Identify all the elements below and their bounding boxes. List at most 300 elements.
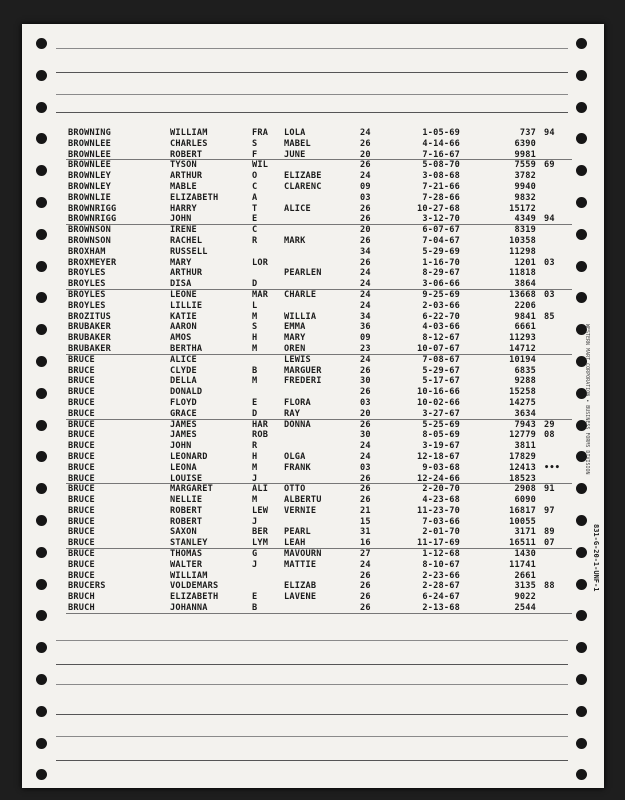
number-cell: 3782: [514, 171, 536, 182]
surname-cell: BROWNLEE: [68, 149, 111, 160]
code-cell: 24: [360, 268, 371, 279]
date-cell: 4-14-66: [422, 138, 460, 149]
middle-name-cell: M: [252, 376, 258, 387]
extra-code-cell: •••: [544, 462, 561, 473]
code-cell: 24: [360, 279, 371, 290]
number-cell: 4349: [514, 214, 536, 225]
surname-cell: BRUCE: [68, 419, 95, 430]
date-cell: 3-12-70: [422, 214, 460, 225]
feed-hole: [576, 70, 587, 81]
first-name-cell: LEONA: [170, 462, 197, 473]
first-name-cell: LOUISE: [170, 473, 203, 484]
first-name-cell: WILLIAM: [170, 128, 208, 138]
middle-name-cell: J: [252, 559, 258, 570]
code-cell: 30: [360, 430, 371, 441]
surname-cell: BROWNLEY: [68, 181, 111, 192]
spouse-name-cell: CHARLE: [284, 289, 317, 300]
table-row: [66, 344, 566, 355]
number-cell: 18523: [509, 473, 536, 484]
feed-hole: [36, 769, 47, 780]
first-name-cell: DISA: [170, 279, 192, 290]
surname-cell: BRUCE: [68, 397, 95, 408]
feed-hole: [36, 388, 47, 399]
first-name-cell: LILLIE: [170, 300, 203, 311]
table-row: [66, 376, 566, 387]
date-cell: 7-04-67: [422, 235, 460, 246]
code-cell: 09: [360, 181, 371, 192]
table-row: [66, 139, 566, 150]
date-cell: 1-05-69: [422, 128, 460, 138]
spouse-name-cell: OLGA: [284, 451, 306, 462]
first-name-cell: LEONARD: [170, 451, 208, 462]
number-cell: 9022: [514, 592, 536, 603]
feed-hole: [36, 324, 47, 335]
number-cell: 6835: [514, 365, 536, 376]
extra-code-cell: 94: [544, 214, 555, 225]
table-row: [66, 581, 566, 592]
table-row: [66, 484, 566, 495]
code-cell: 09: [360, 333, 371, 344]
table-row: [66, 225, 566, 236]
ruled-line: [56, 94, 568, 95]
code-cell: 26: [360, 235, 371, 246]
surname-cell: BRUCE: [68, 473, 95, 484]
date-cell: 6-07-67: [422, 225, 460, 236]
feed-hole: [36, 610, 47, 621]
feed-hole: [36, 229, 47, 240]
code-cell: 34: [360, 311, 371, 322]
surname-cell: BRUCE: [68, 376, 95, 387]
first-name-cell: GRACE: [170, 408, 197, 419]
number-cell: 9832: [514, 192, 536, 203]
middle-name-cell: C: [252, 181, 258, 192]
surname-cell: BROWNSON: [68, 225, 111, 236]
code-cell: 36: [360, 322, 371, 333]
first-name-cell: JOHN: [170, 214, 192, 225]
code-cell: 27: [360, 549, 371, 560]
table-row: [66, 506, 566, 517]
first-name-cell: DONALD: [170, 387, 203, 398]
middle-name-cell: LOR: [252, 257, 269, 268]
middle-name-cell: G: [252, 549, 258, 560]
surname-cell: BROYLES: [68, 289, 106, 300]
extra-code-cell: 94: [544, 128, 555, 138]
ruled-line: [56, 664, 568, 665]
first-name-cell: IRENE: [170, 225, 197, 236]
code-cell: 24: [360, 451, 371, 462]
date-cell: 7-03-66: [422, 516, 460, 527]
number-cell: 17829: [509, 451, 536, 462]
date-cell: 12-18-67: [417, 451, 460, 462]
table-row: [66, 171, 566, 182]
table-row: [66, 268, 566, 279]
feed-hole: [36, 356, 47, 367]
number-cell: 7943: [514, 419, 536, 430]
first-name-cell: RACHEL: [170, 235, 203, 246]
ruled-line: [56, 112, 568, 113]
date-cell: 4-03-66: [422, 322, 460, 333]
table-row: [66, 603, 566, 614]
extra-code-cell: 07: [544, 538, 555, 549]
code-cell: 26: [360, 419, 371, 430]
code-cell: 26: [360, 581, 371, 592]
date-cell: 7-08-67: [422, 354, 460, 365]
number-cell: 15258: [509, 387, 536, 398]
surname-cell: BROYLES: [68, 268, 106, 279]
date-cell: 3-27-67: [422, 408, 460, 419]
first-name-cell: BERTHA: [170, 343, 203, 354]
table-row: [66, 592, 566, 603]
feed-hole: [576, 642, 587, 653]
date-cell: 5-29-67: [422, 365, 460, 376]
spouse-name-cell: MARGUER: [284, 365, 322, 376]
table-row: [66, 290, 566, 301]
number-cell: 9981: [514, 149, 536, 160]
table-row: [66, 409, 566, 420]
table-row: [66, 279, 566, 290]
extra-code-cell: 89: [544, 527, 555, 538]
table-row: [66, 214, 566, 225]
extra-code-cell: 91: [544, 484, 555, 495]
feed-hole: [36, 579, 47, 590]
feed-hole: [36, 292, 47, 303]
table-row: [66, 150, 566, 161]
date-cell: 2-20-70: [422, 484, 460, 495]
first-name-cell: WALTER: [170, 559, 203, 570]
middle-name-cell: D: [252, 408, 258, 419]
date-cell: 8-29-67: [422, 268, 460, 279]
number-cell: 16817: [509, 505, 536, 516]
spouse-name-cell: FLORA: [284, 397, 311, 408]
feed-hole: [576, 483, 587, 494]
feed-hole: [36, 738, 47, 749]
code-cell: 24: [360, 171, 371, 182]
table-row: [66, 441, 566, 452]
number-cell: 2544: [514, 603, 536, 614]
table-row: [66, 430, 566, 441]
middle-name-cell: LEW: [252, 505, 269, 516]
feed-hole: [576, 547, 587, 558]
code-cell: 03: [360, 192, 371, 203]
code-cell: 24: [360, 289, 371, 300]
first-name-cell: MARY: [170, 257, 192, 268]
date-cell: 11-23-70: [417, 505, 460, 516]
date-cell: 5-17-67: [422, 376, 460, 387]
extra-code-cell: 69: [544, 160, 555, 171]
extra-code-cell: 85: [544, 311, 555, 322]
number-cell: 13668: [509, 289, 536, 300]
surname-cell: BROXMEYER: [68, 257, 117, 268]
code-cell: 20: [360, 149, 371, 160]
table-row: [66, 182, 566, 193]
first-name-cell: ROBERT: [170, 505, 203, 516]
date-cell: 2-03-66: [422, 300, 460, 311]
surname-cell: BRUCE: [68, 462, 95, 473]
spouse-name-cell: LEAH: [284, 538, 306, 549]
spouse-name-cell: VERNIE: [284, 505, 317, 516]
first-name-cell: CHARLES: [170, 138, 208, 149]
number-cell: 2206: [514, 300, 536, 311]
middle-name-cell: O: [252, 171, 258, 182]
middle-name-cell: D: [252, 279, 258, 290]
table-row: [66, 333, 566, 344]
first-name-cell: ALICE: [170, 354, 197, 365]
table-row: [66, 204, 566, 215]
extra-code-cell: 97: [544, 505, 555, 516]
extra-code-cell: 88: [544, 581, 555, 592]
spouse-name-cell: MATTIE: [284, 559, 317, 570]
table-row: [66, 495, 566, 506]
extra-code-cell: 29: [544, 419, 555, 430]
code-cell: 26: [360, 138, 371, 149]
first-name-cell: STANLEY: [170, 538, 208, 549]
code-cell: 24: [360, 128, 371, 138]
date-cell: 2-23-66: [422, 570, 460, 581]
form-code: 831-G-20-1-UNF-1: [592, 524, 600, 592]
code-cell: 26: [360, 387, 371, 398]
date-cell: 6-22-70: [422, 311, 460, 322]
surname-cell: BROWNLEE: [68, 138, 111, 149]
number-cell: 12413: [509, 462, 536, 473]
printer-imprint: WESTERN MART CORPORATION • BUSINESS FORMS DIVISION: [584, 324, 590, 475]
number-cell: 737: [519, 128, 536, 138]
middle-name-cell: C: [252, 225, 258, 236]
number-cell: 11741: [509, 559, 536, 570]
first-name-cell: VOLDEMARS: [170, 581, 219, 592]
number-cell: 6661: [514, 322, 536, 333]
number-cell: 15172: [509, 203, 536, 214]
surname-cell: BRUCE: [68, 527, 95, 538]
table-row: [66, 463, 566, 474]
ruled-line: [56, 640, 568, 641]
first-name-cell: KATIE: [170, 311, 197, 322]
feed-hole: [36, 70, 47, 81]
ruled-line: [56, 72, 568, 73]
ruled-line: [56, 684, 568, 685]
surname-cell: BRUCE: [68, 354, 95, 365]
date-cell: 10-16-66: [417, 387, 460, 398]
first-name-cell: RUSSELL: [170, 246, 208, 257]
date-cell: 5-08-70: [422, 160, 460, 171]
number-cell: 6090: [514, 495, 536, 506]
table-row: [66, 301, 566, 312]
feed-hole: [576, 165, 587, 176]
extra-code-cell: 08: [544, 430, 555, 441]
feed-hole: [576, 229, 587, 240]
spouse-name-cell: RAY: [284, 408, 301, 419]
code-cell: 26: [360, 495, 371, 506]
code-cell: 26: [360, 203, 371, 214]
surname-cell: BRUCE: [68, 549, 95, 560]
number-cell: 3634: [514, 408, 536, 419]
number-cell: 6390: [514, 138, 536, 149]
first-name-cell: JOHN: [170, 441, 192, 452]
middle-name-cell: M: [252, 462, 258, 473]
spouse-name-cell: MARY: [284, 333, 306, 344]
middle-name-cell: B: [252, 365, 258, 376]
number-cell: 3811: [514, 441, 536, 452]
number-cell: 1430: [514, 549, 536, 560]
feed-hole: [576, 133, 587, 144]
table-row: [66, 236, 566, 247]
table-row: [66, 387, 566, 398]
middle-name-cell: M: [252, 343, 258, 354]
feed-hole: [36, 642, 47, 653]
first-name-cell: CLYDE: [170, 365, 197, 376]
table-row: [66, 312, 566, 323]
feed-hole: [36, 674, 47, 685]
date-cell: 7-28-66: [422, 192, 460, 203]
spouse-name-cell: PEARL: [284, 527, 311, 538]
code-cell: 26: [360, 570, 371, 581]
surname-cell: BRUCE: [68, 495, 95, 506]
feed-hole: [36, 133, 47, 144]
middle-name-cell: T: [252, 203, 258, 214]
date-cell: 8-12-67: [422, 333, 460, 344]
surname-cell: BROWNRIGG: [68, 214, 117, 225]
surname-cell: BRUCE: [68, 430, 95, 441]
record-list: [66, 128, 566, 614]
first-name-cell: NELLIE: [170, 495, 203, 506]
first-name-cell: SAXON: [170, 527, 197, 538]
number-cell: 9940: [514, 181, 536, 192]
feed-hole: [576, 674, 587, 685]
number-cell: 11293: [509, 333, 536, 344]
spouse-name-cell: EMMA: [284, 322, 306, 333]
surname-cell: BRUBAKER: [68, 343, 111, 354]
middle-name-cell: R: [252, 235, 258, 246]
table-row: [66, 474, 566, 485]
table-row: [66, 538, 566, 549]
feed-hole: [576, 610, 587, 621]
feed-hole: [36, 102, 47, 113]
middle-name-cell: S: [252, 138, 258, 149]
surname-cell: BRUBAKER: [68, 333, 111, 344]
spouse-name-cell: WILLIA: [284, 311, 317, 322]
table-row: [66, 160, 566, 171]
surname-cell: BRUCE: [68, 387, 95, 398]
table-row: [66, 420, 566, 431]
feed-hole: [36, 261, 47, 272]
table-row: [66, 322, 566, 333]
middle-name-cell: ALI: [252, 484, 269, 495]
date-cell: 11-17-69: [417, 538, 460, 549]
surname-cell: BRUCH: [68, 592, 95, 603]
surname-cell: BROZITUS: [68, 311, 111, 322]
surname-cell: BRUCE: [68, 451, 95, 462]
code-cell: 24: [360, 354, 371, 365]
table-row: [66, 128, 566, 139]
ruled-line: [56, 760, 568, 761]
feed-hole: [576, 738, 587, 749]
surname-cell: BRUCE: [68, 570, 95, 581]
code-cell: 30: [360, 376, 371, 387]
code-cell: 26: [360, 257, 371, 268]
table-row: [66, 366, 566, 377]
code-cell: 31: [360, 527, 371, 538]
middle-name-cell: H: [252, 333, 258, 344]
ruled-line: [56, 736, 568, 737]
number-cell: 3171: [514, 527, 536, 538]
table-row: [66, 549, 566, 560]
number-cell: 8319: [514, 225, 536, 236]
date-cell: 8-05-69: [422, 430, 460, 441]
number-cell: 1201: [514, 257, 536, 268]
middle-name-cell: HAR: [252, 419, 269, 430]
feed-hole: [576, 197, 587, 208]
number-cell: 14275: [509, 397, 536, 408]
feed-hole: [576, 102, 587, 113]
first-name-cell: JAMES: [170, 430, 197, 441]
date-cell: 3-19-67: [422, 441, 460, 452]
surname-cell: BROWNLEY: [68, 171, 111, 182]
number-cell: 16511: [509, 538, 536, 549]
spouse-name-cell: FREDERI: [284, 376, 322, 387]
number-cell: 10055: [509, 516, 536, 527]
number-cell: 10194: [509, 354, 536, 365]
surname-cell: BRUCERS: [68, 581, 106, 592]
number-cell: 2908: [514, 484, 536, 495]
code-cell: 26: [360, 592, 371, 603]
table-row: [66, 355, 566, 366]
spouse-name-cell: MABEL: [284, 138, 311, 149]
feed-hole: [36, 547, 47, 558]
feed-hole: [576, 579, 587, 590]
extra-code-cell: 03: [544, 257, 555, 268]
date-cell: 7-21-66: [422, 181, 460, 192]
middle-name-cell: J: [252, 473, 258, 484]
number-cell: 12779: [509, 430, 536, 441]
middle-name-cell: WIL: [252, 160, 269, 171]
first-name-cell: JAMES: [170, 419, 197, 430]
feed-hole: [36, 451, 47, 462]
middle-name-cell: M: [252, 311, 258, 322]
feed-hole: [576, 38, 587, 49]
date-cell: 10-07-67: [417, 343, 460, 354]
code-cell: 26: [360, 484, 371, 495]
date-cell: 8-10-67: [422, 559, 460, 570]
spouse-name-cell: FRANK: [284, 462, 311, 473]
code-cell: 03: [360, 397, 371, 408]
table-row: [66, 398, 566, 409]
first-name-cell: MABLE: [170, 181, 197, 192]
table-row: [66, 247, 566, 258]
date-cell: 3-06-66: [422, 279, 460, 290]
middle-name-cell: ROB: [252, 430, 269, 441]
date-cell: 6-24-67: [422, 592, 460, 603]
table-row: [66, 258, 566, 269]
date-cell: 12-24-66: [417, 473, 460, 484]
surname-cell: BRUCE: [68, 505, 95, 516]
spouse-name-cell: DONNA: [284, 419, 311, 430]
surname-cell: BRUCE: [68, 516, 95, 527]
surname-cell: BROXHAM: [68, 246, 106, 257]
number-cell: 2661: [514, 570, 536, 581]
code-cell: 23: [360, 343, 371, 354]
number-cell: 9288: [514, 376, 536, 387]
first-name-cell: DELLA: [170, 376, 197, 387]
ruled-line: [56, 714, 568, 715]
feed-hole: [36, 197, 47, 208]
middle-name-cell: J: [252, 516, 258, 527]
spouse-name-cell: OREN: [284, 343, 306, 354]
surname-cell: BRUCH: [68, 603, 95, 614]
surname-cell: BRUCE: [68, 484, 95, 495]
date-cell: 1-12-68: [422, 549, 460, 560]
spouse-name-cell: MAVOURN: [284, 549, 322, 560]
spouse-name-cell: OTTO: [284, 484, 306, 495]
code-cell: 24: [360, 441, 371, 452]
